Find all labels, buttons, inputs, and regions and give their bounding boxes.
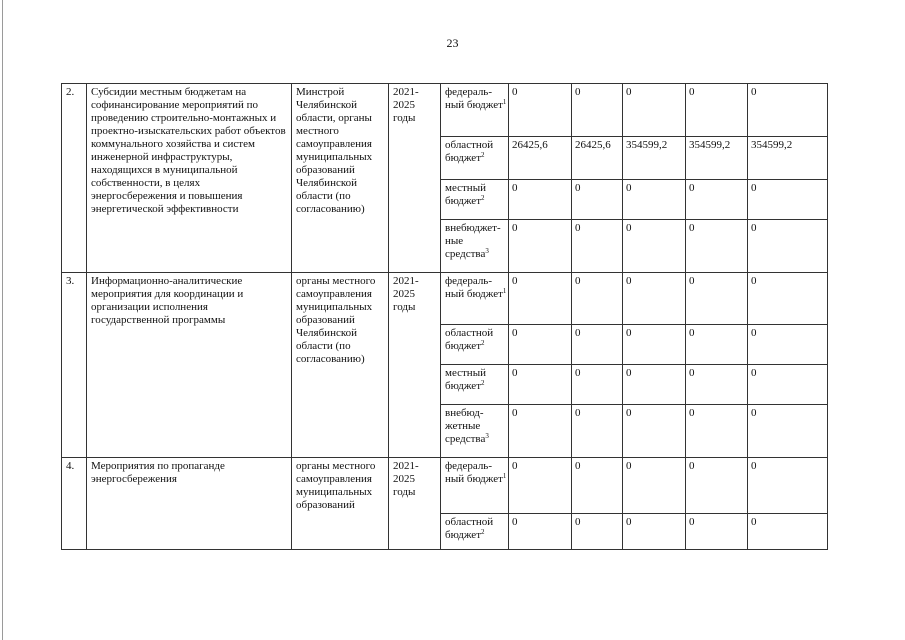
- funding-amount: 0: [623, 325, 686, 365]
- funding-amount: 0: [572, 180, 623, 220]
- funding-amount: 0: [623, 365, 686, 405]
- funding-amount: 0: [623, 458, 686, 514]
- funding-amount: 0: [748, 84, 828, 137]
- funding-amount: 0: [509, 84, 572, 137]
- table-row: [62, 458, 828, 514]
- funding-amount: 26425,6: [509, 137, 572, 180]
- funding-amount: 0: [572, 273, 623, 325]
- funding-amount: 0: [686, 273, 748, 325]
- funding-source-label: федераль-ный бюджет: [445, 460, 503, 485]
- footnote-mark: 2: [481, 379, 485, 387]
- funding-amount: 0: [572, 365, 623, 405]
- funding-amount: 0: [623, 273, 686, 325]
- funding-source: [441, 137, 509, 180]
- footnote-mark: 3: [485, 247, 489, 255]
- funding-amount: 0: [748, 405, 828, 458]
- funding-amount: 0: [572, 84, 623, 137]
- funding-source-label: местный бюджет: [445, 182, 486, 207]
- funding-amount: 0: [748, 273, 828, 325]
- implementation-period: 2021-2025 годы: [389, 84, 441, 273]
- funding-source: [441, 405, 509, 458]
- row-number: 2.: [62, 84, 87, 273]
- footnote-mark: 1: [502, 98, 507, 106]
- page-edge-line: [2, 0, 3, 640]
- table-row: [62, 273, 828, 325]
- funding-amount: 0: [748, 325, 828, 365]
- funding-source: [441, 458, 509, 514]
- funding-amount: 0: [509, 325, 572, 365]
- funding-amount: 0: [572, 325, 623, 365]
- footnote-mark: 2: [481, 194, 485, 202]
- funding-source: [441, 325, 509, 365]
- row-number: 4.: [62, 458, 87, 550]
- funding-amount: 0: [509, 405, 572, 458]
- funding-amount: 0: [686, 365, 748, 405]
- footnote-mark: 2: [481, 528, 485, 536]
- funding-amount: 0: [572, 458, 623, 514]
- program-measures-table: [61, 83, 828, 550]
- page-number: 23: [446, 36, 459, 50]
- funding-source-label: федераль-ный бюджет: [445, 86, 503, 111]
- table-row: [62, 84, 828, 137]
- executor-name: Минстрой Челябинской области, органы местного самоуправления муниципальных образований Челябинской области (по согласованию): [292, 84, 389, 273]
- funding-source: [441, 273, 509, 325]
- funding-amount: 354599,2: [623, 137, 686, 180]
- funding-source-label: областной бюджет: [445, 516, 494, 541]
- funding-amount: 0: [572, 405, 623, 458]
- funding-amount: 0: [509, 514, 572, 550]
- funding-amount: 0: [623, 180, 686, 220]
- funding-source: [441, 220, 509, 273]
- funding-amount: 0: [623, 220, 686, 273]
- funding-amount: 0: [748, 458, 828, 514]
- funding-source: [441, 514, 509, 550]
- funding-amount: 0: [623, 514, 686, 550]
- footnote-mark: 2: [481, 151, 485, 159]
- funding-source: [441, 180, 509, 220]
- executor-name: органы местного самоуправления муниципальных образований Челябинской области (по согласованию): [292, 273, 389, 458]
- funding-amount: 0: [572, 220, 623, 273]
- funding-amount: 0: [748, 514, 828, 550]
- measure-name: Субсидии местным бюджетам на софинансирование мероприятий по проведению строительно-монтажных и проектно-изыскательских работ объектов коммунального хозяйства и систем инженерной инфраструктуры, находящихся в муниципальной собственности, в целях энергосбережения и повышения энергетической эффективности: [87, 84, 292, 273]
- funding-amount: 0: [748, 365, 828, 405]
- funding-source: [441, 84, 509, 137]
- funding-amount: 0: [509, 458, 572, 514]
- funding-amount: 0: [509, 365, 572, 405]
- funding-amount: 0: [686, 220, 748, 273]
- funding-amount: 0: [748, 180, 828, 220]
- funding-source-label: местный бюджет: [445, 367, 486, 392]
- table-body: [62, 84, 828, 550]
- funding-source: [441, 365, 509, 405]
- funding-amount: 0: [686, 180, 748, 220]
- funding-amount: 0: [686, 405, 748, 458]
- funding-amount: 354599,2: [748, 137, 828, 180]
- funding-source-label: внебюд-жетные средства: [445, 407, 486, 445]
- funding-source-label: федераль-ный бюджет: [445, 275, 503, 300]
- funding-amount: 0: [572, 514, 623, 550]
- funding-amount: 0: [623, 84, 686, 137]
- funding-source-label: областной бюджет: [445, 327, 494, 352]
- measure-name: Мероприятия по пропаганде энергосбережения: [87, 458, 292, 550]
- funding-amount: 0: [509, 220, 572, 273]
- funding-amount: 0: [623, 405, 686, 458]
- funding-amount: 0: [748, 220, 828, 273]
- row-number: 3.: [62, 273, 87, 458]
- implementation-period: 2021-2025 годы: [389, 273, 441, 458]
- funding-amount: 0: [509, 273, 572, 325]
- funding-source-label: внебюджет-ные средства: [445, 222, 501, 260]
- footnote-mark: 2: [481, 339, 485, 347]
- executor-name: органы местного самоуправления муниципальных образований: [292, 458, 389, 550]
- measure-name: Информационно-аналитические мероприятия для координации и организации исполнения государственной программы: [87, 273, 292, 458]
- funding-source-label: областной бюджет: [445, 139, 494, 164]
- implementation-period: 2021-2025 годы: [389, 458, 441, 550]
- funding-amount: 26425,6: [572, 137, 623, 180]
- footnote-mark: 1: [502, 472, 507, 480]
- funding-amount: 0: [686, 325, 748, 365]
- footnote-mark: 3: [485, 432, 489, 440]
- funding-amount: 354599,2: [686, 137, 748, 180]
- funding-amount: 0: [686, 514, 748, 550]
- funding-amount: 0: [686, 458, 748, 514]
- funding-amount: 0: [509, 180, 572, 220]
- footnote-mark: 1: [502, 287, 507, 295]
- funding-amount: 0: [686, 84, 748, 137]
